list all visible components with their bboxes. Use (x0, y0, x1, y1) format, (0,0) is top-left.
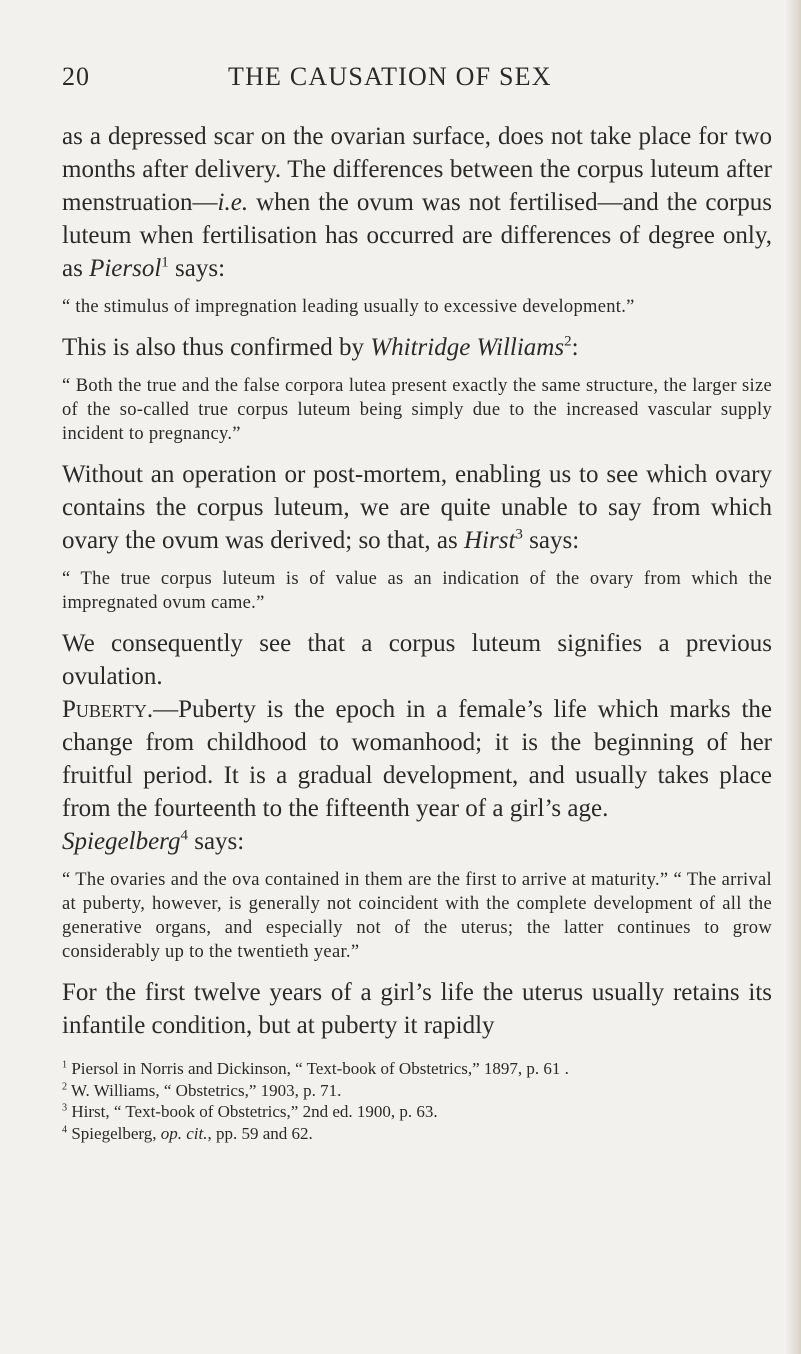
footnote-2 (62, 1080, 772, 1102)
running-title: THE CAUSATION OF SEX (228, 62, 552, 91)
paragraph-6 (62, 825, 772, 858)
footnote-text: Hirst, “ Text-book of Obstetrics,” 2nd ed. 1900, p. 63. (71, 1102, 438, 1121)
footnote-text: W. Williams, “ Obstetrics,” 1903, p. 71. (71, 1080, 342, 1100)
paragraph-1 (62, 120, 772, 285)
paragraph-2-text: This is also thus confirmed by (62, 334, 371, 361)
quote-hirst: “ The true corpus luteum is of value as an indication of the ovary from which the impregnated ovum came.” (62, 569, 772, 613)
footnote-text-b: , pp. 59 and 62. (207, 1123, 313, 1143)
paragraph-2 (62, 331, 772, 364)
paragraph-2-tail: : (571, 334, 579, 361)
footnote-4 (62, 1123, 772, 1145)
author-spiegelberg: Spiegelberg (62, 828, 181, 855)
footnote-ref-4: 4 (180, 827, 188, 844)
paragraph-7: For the first twelve years of a girl’s life the uterus usually retains its infantile condition, but at puberty it rapidly (62, 979, 772, 1039)
footnote-ref-3: 3 (515, 526, 523, 543)
footnote-number: 1 (62, 1059, 68, 1071)
footnote-number: 3 (62, 1102, 68, 1114)
author-williams: Whitridge Williams (370, 334, 565, 361)
section-heading-puberty: Puberty. (62, 696, 154, 723)
footnote-number: 2 (62, 1080, 68, 1092)
page-edge-shadow (785, 0, 801, 1354)
quote-spiegelberg: “ The ovaries and the ova contained in them are the first to arrive at maturity.” “ The arrival at puberty, however, is generally not coincident with the complete development of all the generative organs, and especially not of the uterus; the latter continues to grow considerably up to the twentieth year.” (62, 870, 772, 962)
author-piersol: Piersol (89, 255, 162, 282)
footnote-ref-1: 1 (161, 254, 169, 271)
book-page (62, 62, 772, 1144)
paragraph-5-text: —Puberty is the epoch in a female’s life which marks the change from childhood to womanhood; it is the beginning of her fruitful period. It is a gradual development, and usually takes place from the fourteenth to the fifteenth year of a girl’s age. (62, 696, 772, 822)
footnote-number: 4 (62, 1123, 68, 1135)
page-number: 20 (62, 62, 90, 91)
quote-piersol: “ the stimulus of impregnation leading usually to excessive development.” (62, 297, 635, 317)
footnotes (62, 1058, 772, 1144)
footnote-text: Piersol in Norris and Dickinson, “ Text-book of Obstetrics,” 1897, p. 61 . (71, 1059, 569, 1078)
paragraph-6-tail: says: (187, 828, 245, 855)
paragraph-1-text-b: when the ovum was not fertilised—and the corpus luteum when fertilisation has occurred are differences of degree only, as (62, 189, 772, 282)
footnote-3 (62, 1101, 772, 1123)
paragraph-1-text: as a depressed scar on the ovarian surface, does not take place for two months after delivery. The differences between the corpus luteum after menstruation— (62, 123, 772, 216)
footnote-ref-2: 2 (564, 333, 572, 350)
footnote-italic: op. cit. (160, 1123, 208, 1143)
ie-abbrev: i.e. (217, 189, 249, 216)
paragraph-3 (62, 458, 772, 557)
footnote-text: Spiegelberg, (71, 1123, 161, 1143)
paragraph-3-text: Without an operation or post-mortem, enabling us to see which ovary contains the corpus luteum, we are quite unable to say from which ovary the ovum was derived; so that, as (62, 461, 772, 554)
footnote-1 (62, 1058, 772, 1080)
paragraph-4: We consequently see that a corpus luteum signifies a previous ovulation. (62, 630, 772, 690)
quote-williams: “ Both the true and the false corpora lutea present exactly the same structure, the larger size of the so-called true corpus luteum being simply due to the increased vascular supply incident to pregnancy.” (62, 376, 772, 444)
paragraph-1-tail: says: (168, 255, 226, 282)
author-hirst: Hirst (464, 527, 516, 554)
paragraph-5 (62, 693, 772, 825)
page-header (62, 62, 772, 102)
paragraph-3-tail: says: (522, 527, 580, 554)
